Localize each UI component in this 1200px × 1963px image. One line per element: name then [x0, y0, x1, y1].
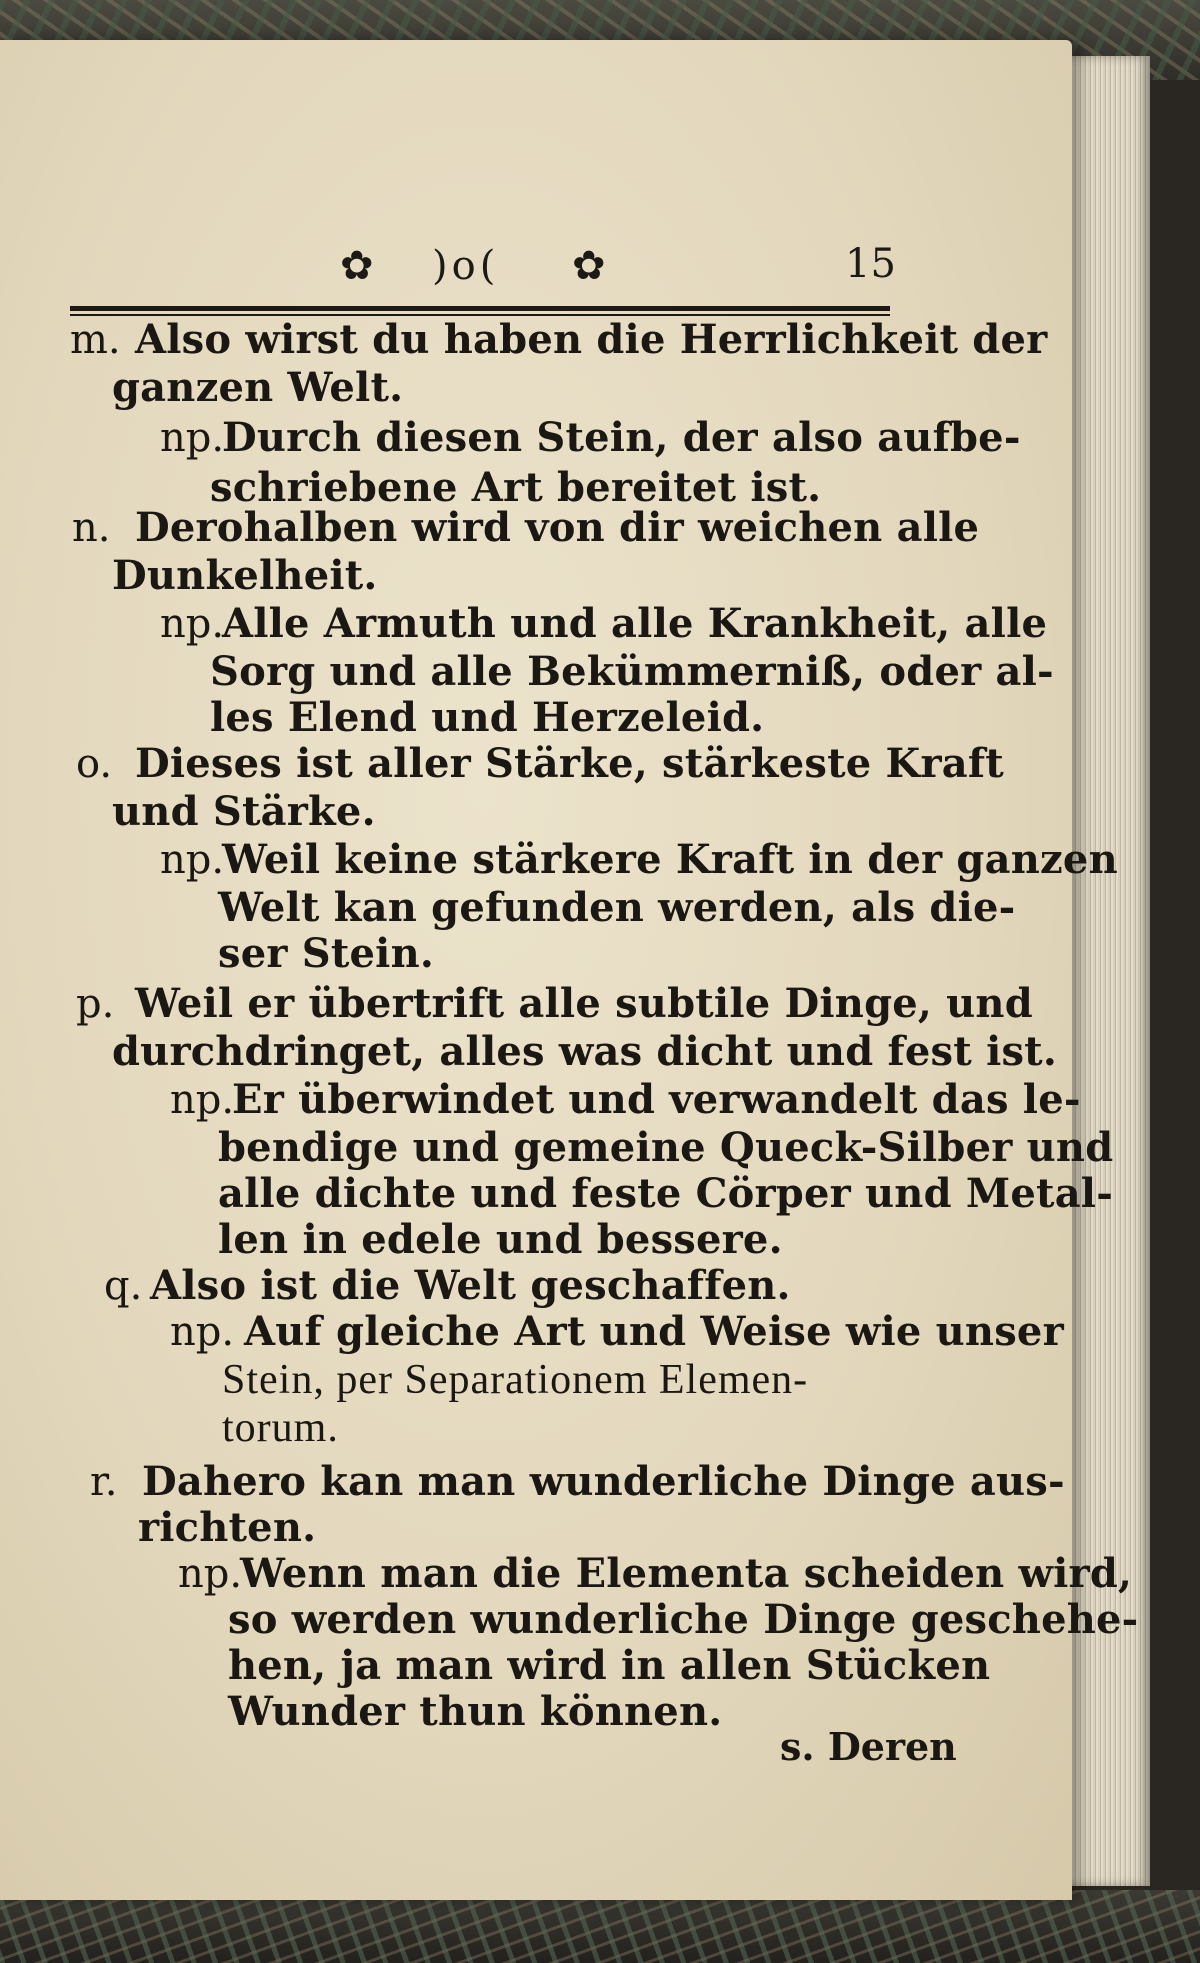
text-line: Derohalben wird von dir weichen alle	[135, 504, 980, 551]
text-line: Durch diesen Stein, der also aufbe-	[222, 414, 1021, 461]
text-line: Stein, per Separationem Elemen-	[222, 1357, 809, 1403]
text-line: Auf gleiche Art und Weise wie unser	[244, 1308, 1064, 1355]
line-label: q.	[104, 1263, 143, 1309]
text-line: len in edele und bessere.	[218, 1216, 783, 1263]
line-label: np.	[160, 601, 225, 647]
text-line: Wunder thun können.	[228, 1688, 723, 1735]
text-line: Wenn man die Elementa scheiden wird,	[240, 1550, 1133, 1597]
marbled-endpaper-bottom	[0, 1890, 1200, 1963]
text-line: alle dichte und feste Cörper und Metal-	[218, 1170, 1114, 1217]
line-label: np.	[160, 837, 225, 883]
text-line: bendige und gemeine Queck-Silber und	[218, 1124, 1114, 1171]
catchword: s. Deren	[780, 1724, 957, 1769]
line-label: r.	[90, 1459, 118, 1505]
book-page	[0, 40, 1139, 1900]
text-line: so werden wunderliche Dinge geschehe-	[228, 1596, 1139, 1643]
text-line: torum.	[222, 1405, 339, 1451]
text-line: Sorg und alle Bekümmerniß, oder al-	[210, 648, 1054, 695]
text-line: Dunkelheit.	[112, 552, 378, 599]
text-line: und Stärke.	[112, 788, 376, 835]
text-line: Also wirst du haben die Herrlichkeit der	[135, 316, 1048, 363]
ornament-left-icon: ✿	[340, 243, 374, 289]
line-label: np.	[170, 1077, 235, 1123]
line-label: o.	[76, 741, 113, 787]
text-line: richten.	[138, 1504, 317, 1551]
text-line: durchdringet, alles was dicht und fest ist.	[112, 1028, 1057, 1075]
line-label: p.	[76, 981, 115, 1027]
text-line: ganzen Welt.	[112, 364, 404, 411]
text-line: Weil er übertrift alle subtile Dinge, und	[135, 980, 1033, 1027]
text-line: Alle Armuth und alle Krankheit, alle	[222, 600, 1048, 647]
ornament-right-icon: ✿	[572, 243, 606, 289]
line-label: n.	[72, 505, 111, 551]
text-line: Dieses ist aller Stärke, stärkeste Kraft	[135, 740, 1004, 787]
page-header	[340, 240, 900, 296]
line-label: np.	[160, 415, 225, 461]
text-line: Welt kan gefunden werden, als die-	[218, 884, 1016, 931]
line-label: np.	[178, 1551, 243, 1597]
header-center: )o(	[432, 243, 500, 289]
line-label: m.	[70, 317, 121, 363]
text-line: ser Stein.	[218, 930, 434, 977]
text-line: Also ist die Welt geschaffen.	[150, 1262, 791, 1309]
header-rule	[70, 306, 890, 311]
text-line: hen, ja man wird in allen Stücken	[228, 1642, 991, 1689]
text-line: Weil keine stärkere Kraft in der ganzen	[222, 836, 1118, 883]
text-line: Dahero kan man wunderliche Dinge aus-	[142, 1458, 1065, 1505]
text-line: les Elend und Herzeleid.	[210, 694, 765, 741]
line-label: np.	[170, 1309, 235, 1355]
text-line: Er überwindet und verwandelt das le-	[232, 1076, 1081, 1123]
page-number: 15	[845, 241, 896, 287]
text-line: schriebene Art bereitet ist.	[210, 464, 822, 511]
